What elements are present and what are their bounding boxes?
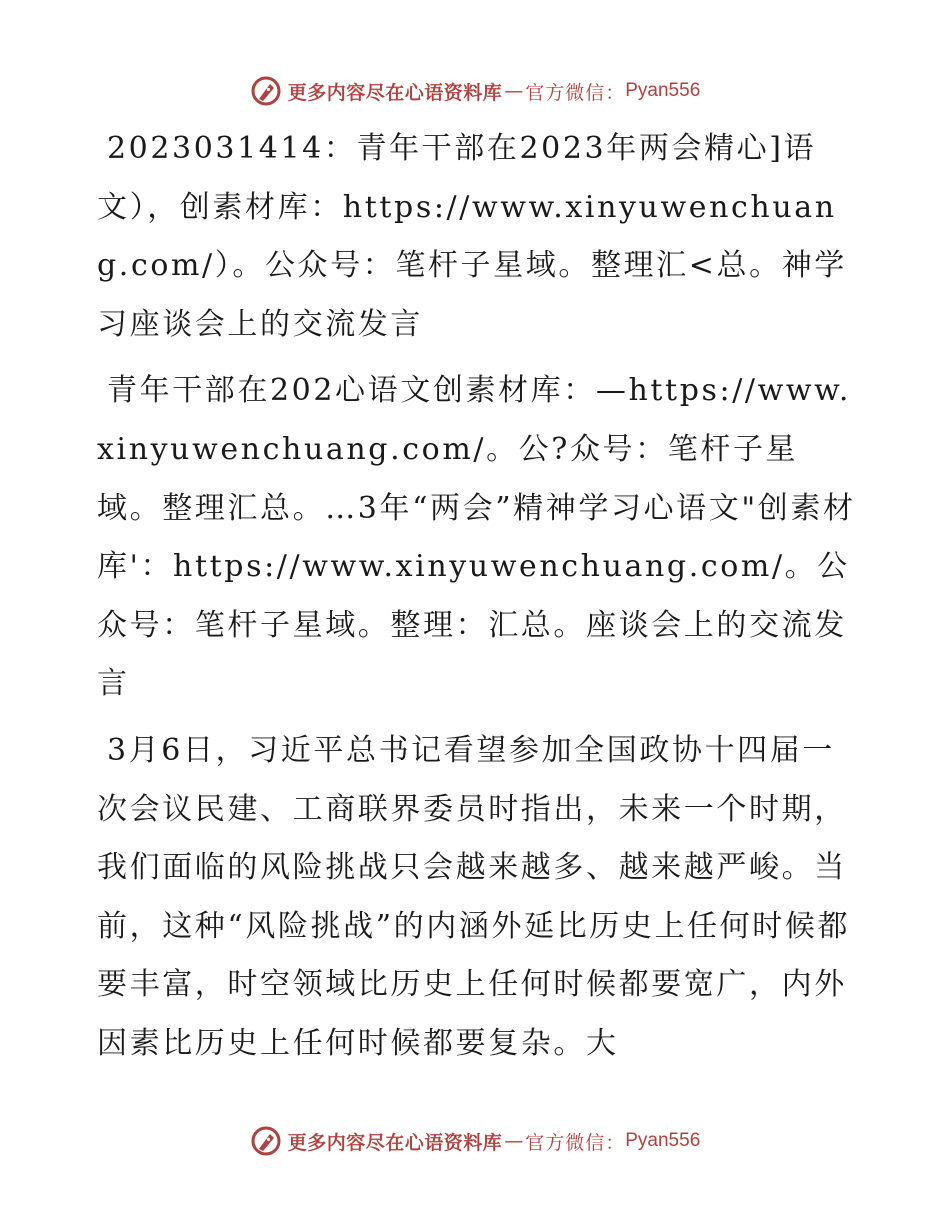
header-banner [0, 71, 950, 111]
paragraph-title: 2023031414：青年干部在2023年两会精心]语文），创素材库：https://www.xinyuwenchuang.com/）。公众号：笔杆子星域。整理汇<总。神学习座谈会上的交流发言 [97, 131, 847, 342]
paragraph-body: 3月6日，习近平总书记看望参加全国政协十四届一次会议民建、工商联界委员时指出，未来一个时期，我们面临的风险挑战只会越来越多、越来越严峻。当前，这种“风险挑战”的内涵外延比历史上任何时候都要丰富，时空领域比历史上任何时候都要宽广，内外因素比历史上任何时候都要复杂。大 [97, 732, 851, 1061]
banner-wechat-label: 官方微信： [525, 81, 626, 104]
document-body [97, 120, 857, 1074]
banner-dash: — [504, 1130, 524, 1152]
paragraph-repeat-title: 青年干部在202心语文创素材库：—https://www.xinyuwenchuang.com/。公?众号：笔杆子星域。整理汇总。…3年“两会”精神学习心语文"创素材库'：https://www.xinyuwenchuang.com/。公众号：笔杆子星域。整理：汇总。座谈会上的交流发言 [97, 373, 856, 702]
pen-nib-logo-icon [250, 75, 282, 107]
banner-site-text: 更多内容尽在心语资料库 [287, 81, 503, 104]
banner-dash: — [504, 80, 524, 102]
banner-wechat-account: Pyan556 [625, 80, 701, 101]
banner-wechat-account: Pyan556 [625, 1130, 701, 1151]
footer-banner [0, 1121, 950, 1161]
pen-nib-logo-icon [250, 1125, 282, 1157]
banner-site-text: 更多内容尽在心语资料库 [287, 1131, 503, 1154]
banner-wechat-label: 官方微信： [525, 1131, 626, 1154]
